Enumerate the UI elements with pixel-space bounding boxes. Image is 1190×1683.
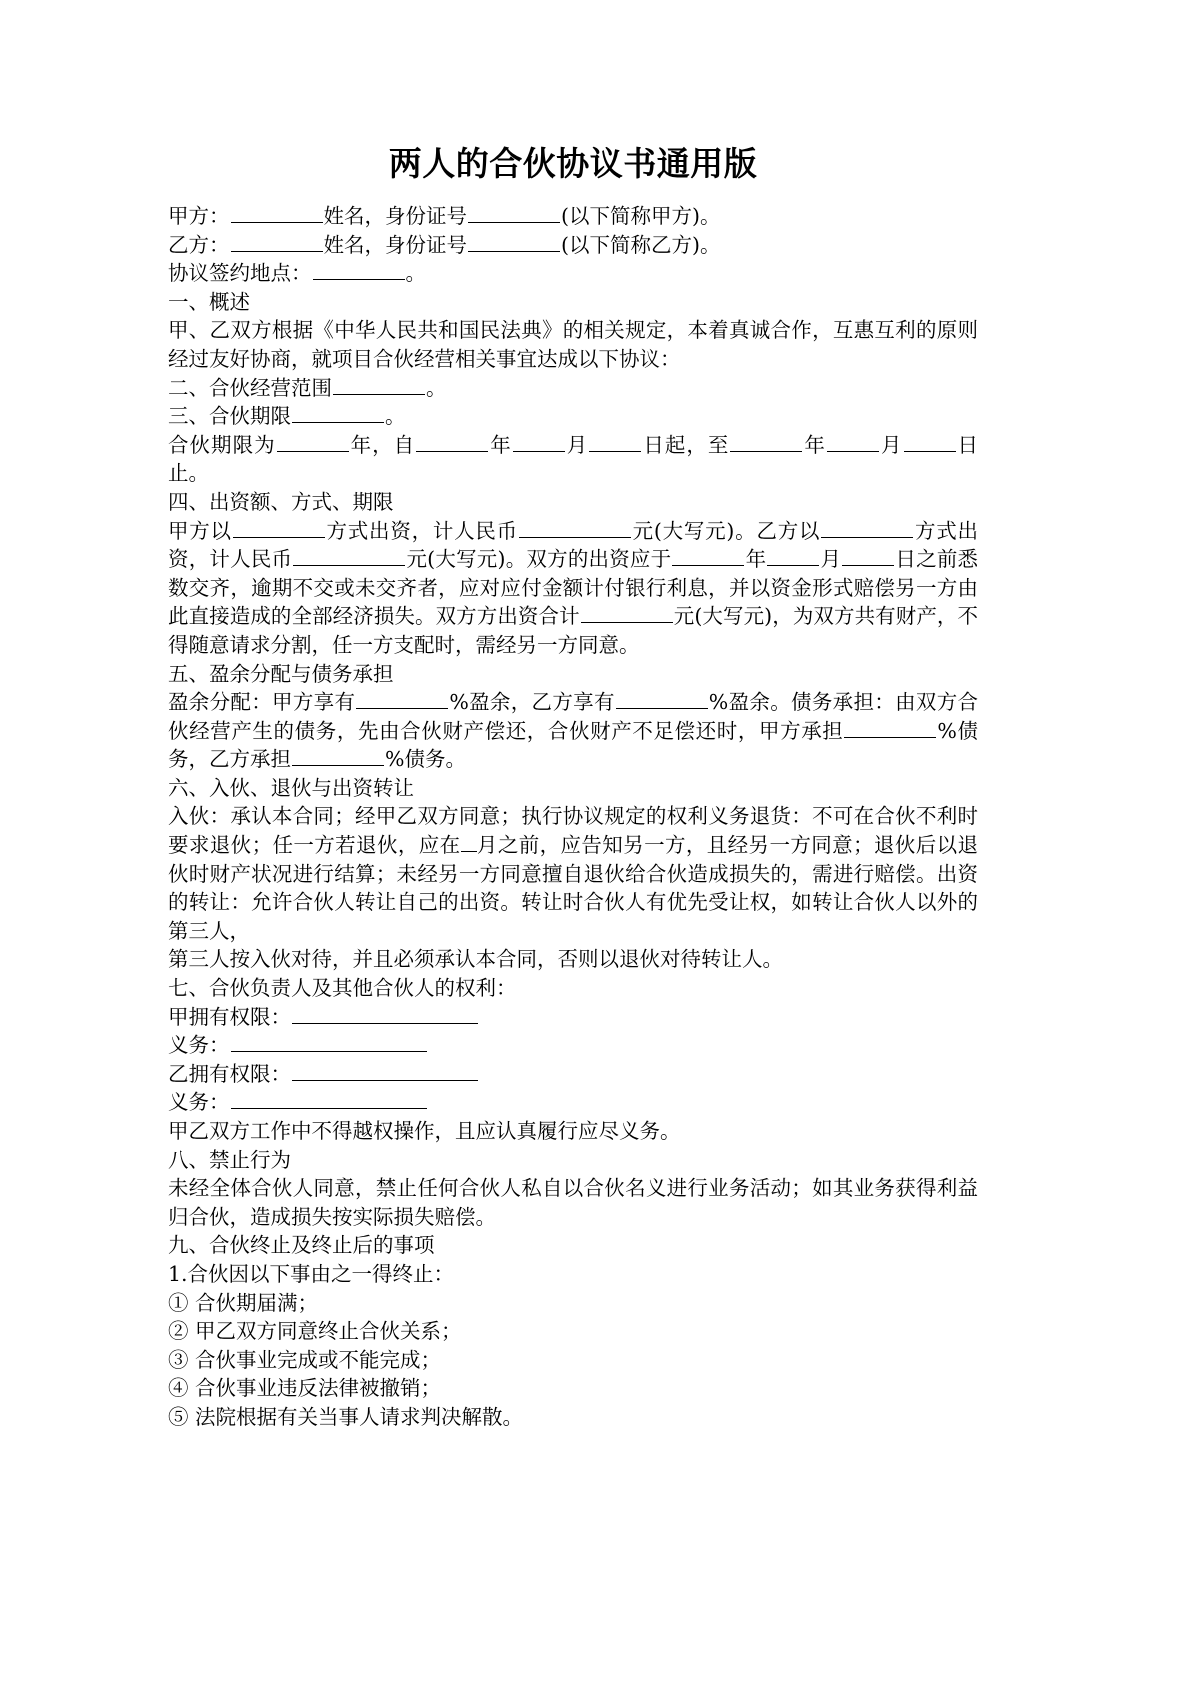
profit-distribution-body	[168, 688, 978, 774]
section-6-text-2: 月之前，应告知另一方，且经另一方同意；退伙后以退伙时财产状况进行结算；未经另一方同意擅自退伙给合伙造成损失的，需进行赔偿。出资的转让：允许合伙人转让自己的出资。转让时合伙人有优先受让权，如转让合伙人以外的第三人，	[168, 833, 979, 943]
capital-text-8: 日之前悉数交齐，逾期不交或未交齐者，应对应付金额计付银行利息，并以资金形式赔偿另一方由此直接造成的全部经济损失。双方方出资合计	[168, 547, 979, 629]
page-title: 两人的合伙协议书通用版	[388, 144, 758, 183]
section-9-heading: 九、合伙终止及终止后的事项	[168, 1233, 435, 1258]
termination-item: ③ 合伙事业完成或不能完成；	[168, 1347, 442, 1372]
term-text-4: 月	[565, 432, 589, 457]
term-text-6: 年	[803, 432, 826, 457]
term-text-5: 日起，至	[642, 432, 730, 457]
signing-place-line	[168, 259, 978, 288]
section-7-closing: 甲乙双方工作中不得越权操作，且应认真履行应尽义务。	[168, 1119, 681, 1143]
party-a-authority-line	[168, 1003, 978, 1032]
party-a-id-blank[interactable]	[468, 203, 560, 223]
section-8-heading: 八、禁止行为	[168, 1147, 291, 1172]
term-end-day-blank[interactable]	[904, 432, 956, 452]
party-b-method-blank[interactable]	[821, 518, 913, 538]
withdraw-month-blank[interactable]	[461, 832, 477, 852]
signing-place-label: 协议签约地点：	[168, 261, 312, 286]
section-9-lead: 1.合伙因以下事由之一得终止：	[168, 1261, 455, 1286]
section-2-label: 二、合伙经营范围	[168, 375, 332, 400]
party-a-authority-label: 甲拥有权限：	[168, 1004, 291, 1029]
profit-text-4: %债务，乙方承担	[168, 718, 979, 772]
capital-due-month-blank[interactable]	[767, 546, 819, 566]
term-start-month-blank[interactable]	[513, 432, 565, 452]
party-a-duty-blank[interactable]	[231, 1032, 427, 1052]
party-a-amount-blank[interactable]	[519, 518, 631, 538]
section-6-heading: 六、入伙、退伙与出资转让	[168, 775, 414, 800]
section-3-heading	[168, 402, 978, 431]
signing-place-tail: 。	[405, 261, 426, 286]
profit-text-5: %债务。	[385, 747, 466, 772]
section-3-tail: 。	[385, 404, 406, 429]
party-a-line	[168, 202, 978, 231]
party-b-text-1: 姓名，身份证号	[323, 232, 467, 257]
capital-text-2: 方式出资，计人民币	[325, 518, 518, 543]
business-scope-blank[interactable]	[333, 375, 425, 395]
section-5-heading: 五、盈余分配与债务承担	[168, 661, 394, 686]
partnership-term-blank[interactable]	[292, 403, 384, 423]
party-b-duty-line	[168, 1088, 978, 1117]
party-a-name-blank[interactable]	[231, 203, 323, 223]
profit-text-1: 盈余分配：甲方享有	[168, 690, 356, 715]
partnership-term-line	[168, 431, 978, 488]
term-text-2: 年，自	[349, 432, 416, 457]
section-1-heading: 一、概述	[168, 289, 250, 314]
term-end-month-blank[interactable]	[827, 432, 879, 452]
capital-due-day-blank[interactable]	[842, 546, 894, 566]
party-a-duty-line	[168, 1031, 978, 1060]
party-a-text-1: 姓名，身份证号	[323, 204, 467, 228]
section-6-body-2: 第三人按入伙对待，并且必须承认本合同，否则以退伙对待转让人。	[168, 947, 783, 972]
party-a-method-blank[interactable]	[233, 518, 325, 538]
capital-text-6: 年	[745, 547, 767, 572]
document-body	[168, 140, 978, 1432]
section-8-body: 未经全体合伙人同意，禁止任何合伙人私自以合伙名义进行业务活动；如其业务获得利益归合伙，造成损失按实际损失赔偿。	[168, 1176, 978, 1229]
capital-text-9: 元(大写元)，为双方共有财产，不得随意请求分割，任一方支配时，需经另一方同意。	[168, 604, 979, 657]
section-6-text-1: 入伙：承认本合同；经甲乙双方同意；执行协议规定的权利义务退货：不可在合伙不利时要求退伙；任一方若退伙，应在	[168, 804, 978, 858]
section-1-body: 甲、乙双方根据《中华人民共和国民法典》的相关规定，本着真诚合作，互惠互利的原则经过友好协商，就项目合伙经营相关事宜达成以下协议：	[168, 318, 978, 371]
capital-text-7: 月	[820, 547, 842, 572]
term-start-day-blank[interactable]	[589, 432, 641, 452]
termination-item: ⑤ 法院根据有关当事人请求判决解散。	[168, 1404, 524, 1429]
party-b-name-blank[interactable]	[231, 232, 323, 252]
party-b-duty-blank[interactable]	[231, 1090, 427, 1110]
capital-text-3: 元(大写元)。乙方以	[631, 518, 821, 543]
party-b-debt-blank[interactable]	[292, 746, 384, 766]
party-a-text-2: (以下简称甲方)。	[561, 204, 721, 228]
term-text-3: 年	[489, 432, 512, 457]
party-b-amount-blank[interactable]	[293, 546, 405, 566]
profit-text-3: %盈余。债务承担：由双方合伙经营产生的债务，先由合伙财产偿还，合伙财产不足偿还时，甲方承担	[168, 690, 979, 743]
party-b-authority-blank[interactable]	[292, 1061, 478, 1081]
term-text-7: 月	[879, 432, 903, 457]
section-6-body-1	[168, 802, 978, 945]
term-end-year-blank[interactable]	[730, 432, 802, 452]
party-b-authority-label: 乙拥有权限：	[168, 1061, 291, 1086]
party-a-authority-blank[interactable]	[292, 1004, 478, 1024]
termination-item: ② 甲乙双方同意终止合伙关系；	[168, 1319, 462, 1344]
party-a-label: 甲方：	[168, 204, 230, 228]
party-b-duty-label: 义务：	[168, 1090, 230, 1115]
term-start-year-blank[interactable]	[416, 432, 488, 452]
term-text-1: 合伙期限为	[168, 432, 276, 457]
termination-item: ④ 合伙事业违反法律被撤销；	[168, 1376, 442, 1401]
party-b-authority-line	[168, 1060, 978, 1089]
capital-text-1: 甲方以	[168, 518, 232, 543]
capital-text-5: 元(大写元)。双方的出资应于	[406, 547, 672, 572]
capital-due-year-blank[interactable]	[672, 546, 744, 566]
party-b-profit-blank[interactable]	[616, 689, 708, 709]
profit-text-2: %盈余，乙方享有	[449, 690, 615, 715]
signing-place-blank[interactable]	[313, 260, 405, 280]
section-4-heading: 四、出资额、方式、期限	[168, 489, 394, 514]
capital-contribution-body	[168, 517, 978, 660]
party-a-debt-blank[interactable]	[844, 718, 936, 738]
termination-item: ① 合伙期届满；	[168, 1290, 319, 1315]
party-b-text-2: (以下简称乙方)。	[561, 232, 721, 257]
party-a-duty-label: 义务：	[168, 1033, 230, 1058]
capital-total-blank[interactable]	[581, 603, 673, 623]
party-b-label: 乙方：	[168, 232, 230, 257]
section-3-label: 三、合伙期限	[168, 404, 291, 429]
capital-text-4: 方式出资，计人民币	[168, 518, 979, 572]
party-a-profit-blank[interactable]	[356, 689, 448, 709]
party-b-line	[168, 231, 978, 260]
term-text-8: 日止。	[168, 432, 979, 486]
section-2-heading	[168, 374, 978, 403]
party-b-id-blank[interactable]	[468, 232, 560, 252]
section-2-tail: 。	[426, 375, 447, 400]
term-years-blank[interactable]	[277, 432, 349, 452]
section-7-heading: 七、合伙负责人及其他合伙人的权利：	[168, 976, 517, 1001]
